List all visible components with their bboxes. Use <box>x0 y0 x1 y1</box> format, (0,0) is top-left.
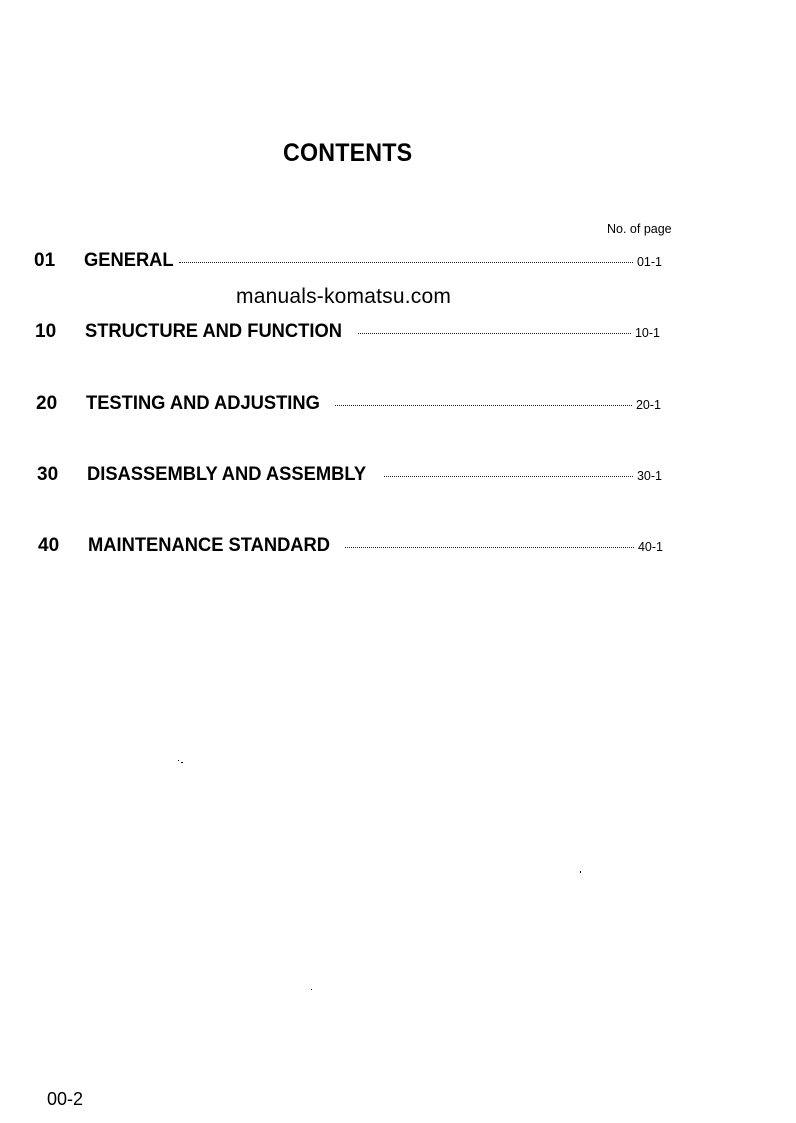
scan-speck <box>580 871 581 873</box>
scan-speck <box>311 989 312 990</box>
dot-leader <box>345 546 634 548</box>
toc-entry-page: 30-1 <box>636 469 662 483</box>
toc-entry-label: STRUCTURE AND FUNCTION <box>85 320 342 342</box>
toc-entry-number: 10 <box>35 321 57 342</box>
toc-entry-disassembly-and-assembly[interactable] <box>37 463 662 489</box>
dot-leader <box>384 475 633 477</box>
page-title: CONTENTS <box>283 139 413 167</box>
dot-leader <box>335 404 632 406</box>
toc-entry-label: TESTING AND ADJUSTING <box>86 392 320 414</box>
dot-leader <box>358 332 631 334</box>
footer-page-number: 00-2 <box>47 1089 84 1109</box>
toc-entry-number: 01 <box>34 250 56 271</box>
dot-leader <box>179 261 633 263</box>
toc-entry-maintenance-standard[interactable] <box>38 534 663 560</box>
toc-entry-structure-and-function[interactable] <box>35 320 660 346</box>
toc-entry-page: 40-1 <box>637 540 663 554</box>
toc-entry-number: 30 <box>37 464 59 485</box>
scan-speck <box>181 762 183 763</box>
toc-entry-label: GENERAL <box>84 249 174 271</box>
toc-entry-testing-and-adjusting[interactable] <box>36 392 661 418</box>
watermark-text: manuals-komatsu.com <box>236 285 452 308</box>
toc-entry-label: DISASSEMBLY AND ASSEMBLY <box>87 463 367 485</box>
toc-entry-number: 40 <box>38 535 60 556</box>
toc-entry-page: 01-1 <box>636 255 662 269</box>
scan-speck <box>178 760 179 761</box>
page-number-column-header: No. of page <box>607 222 672 236</box>
toc-entry-number: 20 <box>36 393 58 414</box>
toc-entry-page: 10-1 <box>634 326 660 340</box>
toc-entry-label: MAINTENANCE STANDARD <box>88 534 331 556</box>
toc-entry-general[interactable] <box>34 249 662 275</box>
toc-entry-page: 20-1 <box>635 398 661 412</box>
